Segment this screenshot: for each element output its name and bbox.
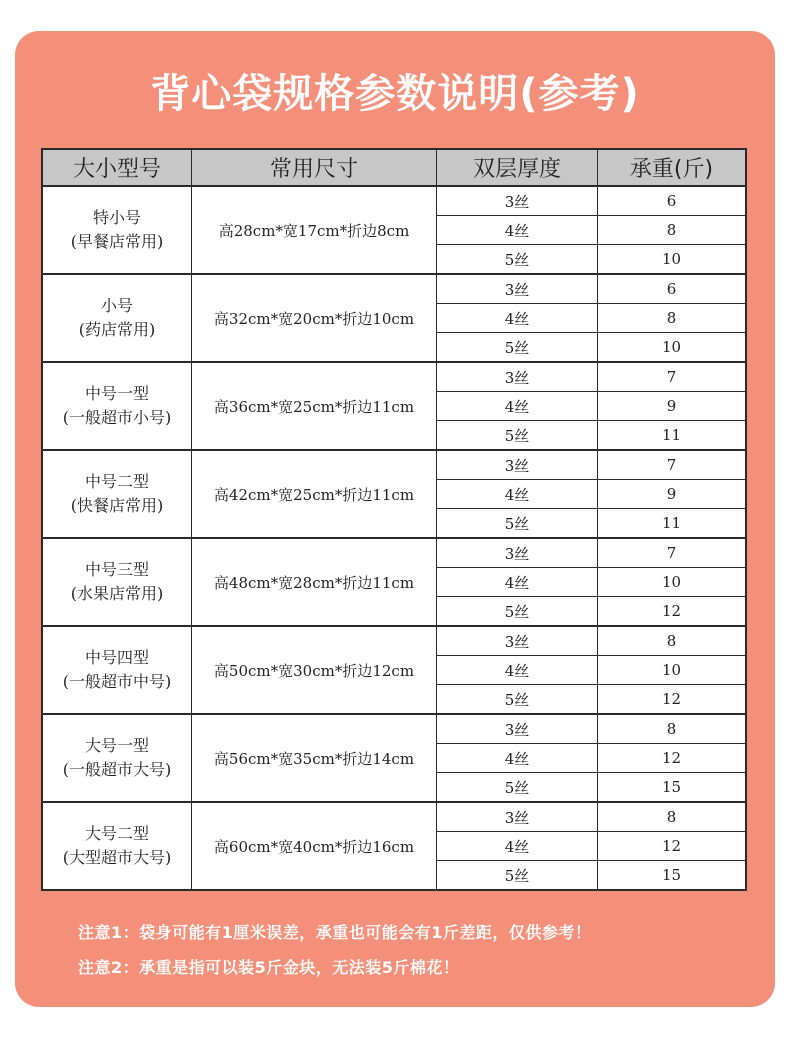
weight-cell: 15	[598, 773, 747, 803]
weight-cell: 6	[598, 186, 747, 216]
thickness-cell: 5丝	[437, 509, 598, 539]
size-cell: 高56cm*宽35cm*折边14cm	[192, 714, 437, 802]
spec-table	[41, 148, 747, 891]
thickness-cell: 3丝	[437, 362, 598, 392]
model-name: 中号三型	[84, 560, 149, 579]
note-1: 注意1：袋身可能有1厘米误差，承重也可能会有1斤差距，仅供参考！	[78, 923, 592, 942]
weight-cell: 8	[598, 802, 747, 832]
weight-cell: 8	[598, 216, 747, 245]
thickness-cell: 5丝	[437, 333, 598, 363]
thickness-cell: 3丝	[437, 186, 598, 216]
thickness-cell: 4丝	[437, 216, 598, 245]
weight-cell: 10	[598, 656, 747, 685]
table-row	[42, 626, 746, 656]
size-cell: 高28cm*宽17cm*折边8cm	[192, 186, 437, 274]
thickness-cell: 4丝	[437, 392, 598, 421]
weight-cell: 12	[598, 832, 747, 861]
table-row	[42, 802, 746, 832]
weight-cell: 9	[598, 392, 747, 421]
model-usage: (药店常用)	[78, 320, 156, 339]
table-row	[42, 714, 746, 744]
weight-cell: 6	[598, 274, 747, 304]
table-row	[42, 450, 746, 480]
note-2: 注意2：承重是指可以装5斤金块，无法装5斤棉花！	[78, 958, 460, 977]
table-row	[42, 538, 746, 568]
weight-cell: 8	[598, 714, 747, 744]
thickness-cell: 3丝	[437, 274, 598, 304]
page-title: 背心袋规格参数说明(参考)	[150, 71, 640, 117]
header-weight: 承重(斤)	[598, 149, 747, 186]
model-cell	[42, 626, 192, 714]
weight-cell: 10	[598, 333, 747, 363]
weight-cell: 12	[598, 597, 747, 627]
weight-cell: 15	[598, 861, 747, 891]
model-cell	[42, 450, 192, 538]
size-cell: 高48cm*宽28cm*折边11cm	[192, 538, 437, 626]
model-usage: (一般超市小号)	[62, 408, 172, 427]
model-usage: (水果店常用)	[70, 584, 164, 603]
header-size: 常用尺寸	[192, 149, 437, 186]
size-cell: 高42cm*宽25cm*折边11cm	[192, 450, 437, 538]
model-name: 中号一型	[84, 384, 149, 403]
thickness-cell: 3丝	[437, 450, 598, 480]
model-usage: (一般超市中号)	[62, 672, 172, 691]
model-name: 大号二型	[84, 824, 149, 843]
table-header-row	[42, 149, 746, 186]
thickness-cell: 3丝	[437, 538, 598, 568]
thickness-cell: 3丝	[437, 626, 598, 656]
thickness-cell: 5丝	[437, 773, 598, 803]
model-name: 小号	[100, 296, 133, 315]
thickness-cell: 4丝	[437, 656, 598, 685]
table-row	[42, 186, 746, 216]
model-cell	[42, 802, 192, 890]
model-cell	[42, 538, 192, 626]
size-cell: 高36cm*宽25cm*折边11cm	[192, 362, 437, 450]
thickness-cell: 4丝	[437, 832, 598, 861]
weight-cell: 11	[598, 421, 747, 451]
thickness-cell: 4丝	[437, 744, 598, 773]
thickness-cell: 5丝	[437, 245, 598, 275]
thickness-cell: 4丝	[437, 480, 598, 509]
thickness-cell: 5丝	[437, 685, 598, 715]
weight-cell: 10	[598, 568, 747, 597]
model-name: 中号四型	[84, 648, 149, 667]
weight-cell: 12	[598, 744, 747, 773]
header-thickness: 双层厚度	[437, 149, 598, 186]
weight-cell: 8	[598, 626, 747, 656]
model-name: 特小号	[92, 208, 141, 227]
model-cell	[42, 274, 192, 362]
model-name: 大号一型	[84, 736, 149, 755]
weight-cell: 9	[598, 480, 747, 509]
thickness-cell: 5丝	[437, 597, 598, 627]
model-cell	[42, 714, 192, 802]
size-cell: 高60cm*宽40cm*折边16cm	[192, 802, 437, 890]
weight-cell: 7	[598, 362, 747, 392]
weight-cell: 10	[598, 245, 747, 275]
size-cell: 高32cm*宽20cm*折边10cm	[192, 274, 437, 362]
size-cell: 高50cm*宽30cm*折边12cm	[192, 626, 437, 714]
model-cell	[42, 362, 192, 450]
weight-cell: 7	[598, 538, 747, 568]
thickness-cell: 4丝	[437, 568, 598, 597]
thickness-cell: 3丝	[437, 802, 598, 832]
table-body	[42, 186, 746, 890]
model-cell	[42, 186, 192, 274]
thickness-cell: 5丝	[437, 861, 598, 891]
model-usage: (早餐店常用)	[70, 232, 164, 251]
table-row	[42, 274, 746, 304]
weight-cell: 7	[598, 450, 747, 480]
table-row	[42, 362, 746, 392]
weight-cell: 11	[598, 509, 747, 539]
weight-cell: 12	[598, 685, 747, 715]
thickness-cell: 4丝	[437, 304, 598, 333]
thickness-cell: 5丝	[437, 421, 598, 451]
header-model: 大小型号	[42, 149, 192, 186]
model-usage: (快餐店常用)	[70, 496, 164, 515]
thickness-cell: 3丝	[437, 714, 598, 744]
model-usage: (一般超市大号)	[62, 760, 172, 779]
weight-cell: 8	[598, 304, 747, 333]
model-usage: (大型超市大号)	[62, 848, 172, 867]
model-name: 中号二型	[84, 472, 149, 491]
